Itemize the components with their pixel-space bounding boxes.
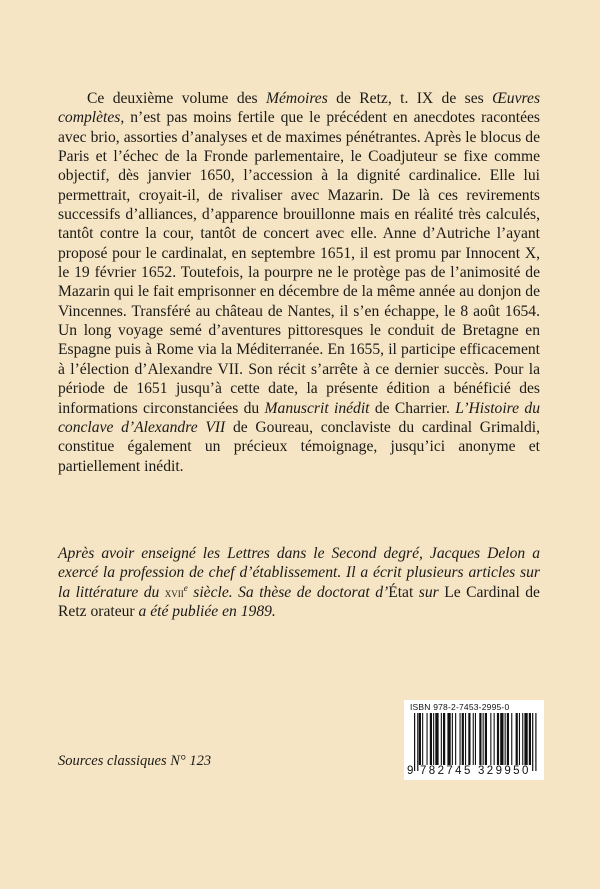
barcode-bar <box>447 713 450 765</box>
bio-century: xvii <box>164 584 184 600</box>
barcode-bar <box>490 713 491 765</box>
barcode-bar <box>435 713 438 765</box>
isbn-label: ISBN 978-2-7453-2995-0 <box>410 702 510 712</box>
author-bio <box>58 544 540 621</box>
barcode-bar <box>507 713 509 765</box>
summary-text: , n’est pas moins fertile que le précédent en anecdotes racontées avec brio, assorties d’analyses et de maximes pénétrantes. Après le blocus de Paris et l’échec de la Fronde parlementaire, le Coadjuteur se fixe comme objectif, dès janvier 1650, l’accession à la dignité cardinalice. Elle lui permettrait, croyait-il, de rivaliser avec Mazarin. De là ces revirements successifs d’alliances, d’apparence brouillonne mais en réalité très calculés, tantôt contre la cour, tantôt de concert avec elle. Anne d’Autriche l’ayant proposé pour le cardinalat, en septembre 1651, il est promu par Innocent X, le 19 février 1652. Toutefois, la pourpre ne le protège pas de l’animosité de Mazarin qui le fait emprisonner en décembre de la même année au donjon de Vincennes. Transféré au château de Nantes, il s’en échappe, le 8 août 1654. Un long voyage semé d’aventures pittoresques le conduit de Bretagne en Espagne puis à Rome via la Méditerranée. En 1655, il participe efficacement à l’élection d’Alexandre VII. Son récit s’arrête à ce dernier succès. Pour la période de 1651 jusqu’à cette date, la présente édition a bénéficié des informations circonstanciées du <box>58 109 540 417</box>
barcode-guard-bar <box>532 713 533 771</box>
series-label: Sources classiques N° 123 <box>58 753 212 769</box>
barcode-bar <box>468 713 470 765</box>
barcode-bar <box>516 713 518 765</box>
barcode-bar <box>529 713 531 765</box>
barcode-bar <box>443 713 445 765</box>
barcode-bar <box>500 713 503 765</box>
barcode-bar <box>452 713 453 765</box>
barcode-guard-bar <box>417 713 418 771</box>
bio-etat: État <box>388 583 414 601</box>
barcode-right-digits: 329950 <box>478 765 531 777</box>
barcode-bar <box>422 713 423 765</box>
barcode-bars <box>410 713 538 773</box>
barcode-bar <box>475 713 476 765</box>
barcode-bar <box>462 713 464 765</box>
barcode-bar <box>519 713 520 765</box>
barcode-bar <box>497 713 499 765</box>
barcode-bar <box>427 713 428 765</box>
barcode-bar <box>460 713 461 765</box>
barcode-bar <box>441 713 442 765</box>
bio-text: sur <box>413 583 445 601</box>
bio-thesis-title: Le Cardinal de Retz orateur <box>58 583 540 621</box>
barcode-bar <box>511 713 512 765</box>
barcode-bar <box>505 713 506 765</box>
summary-text: de Charrier. <box>369 399 456 417</box>
book-summary <box>58 89 540 476</box>
barcode-bar <box>430 713 432 765</box>
barcode-left-digits: 782745 <box>420 765 473 777</box>
summary-text: de Goureau, conclaviste du cardinal Grimaldi, constitue également un précieux témoignage, jusqu’ici anonyme et partiellement inédit. <box>58 418 541 475</box>
barcode-bar <box>522 713 523 765</box>
barcode-bar <box>483 713 484 765</box>
summary-title-memoires: Mémoires <box>266 90 328 107</box>
bio-text: a été publiée en 1989. <box>134 603 276 621</box>
barcode-bar <box>419 713 421 765</box>
summary-text: Ce deuxième volume des <box>87 90 267 107</box>
barcode-bar <box>485 713 487 765</box>
barcode-bar <box>433 713 434 765</box>
barcode-guard-bar <box>414 713 415 771</box>
isbn-barcode <box>404 700 544 780</box>
barcode-bar <box>455 713 456 765</box>
summary-title-oeuvres: Œuvres complètes <box>58 90 541 127</box>
bio-text: Après avoir enseigné les Lettres dans le Second degré, Jacques Delon a exercé la profession de chef d’établissement. Il a écrit plusieurs articles sur la littérature du <box>58 545 540 601</box>
barcode-first-digit: 9 <box>407 765 414 777</box>
barcode-bar <box>524 713 527 765</box>
barcode-bar <box>473 713 474 765</box>
summary-title-histoire: L’Histoire du conclave d’Alexandre VII <box>58 399 541 436</box>
summary-title-manuscrit: Manuscrit inédit <box>264 399 370 417</box>
bio-text: siècle. Sa thèse de doctorat d’ <box>187 583 389 601</box>
summary-text: de Retz, t. IX de ses <box>327 90 493 107</box>
barcode-guard-bar <box>535 713 536 771</box>
bio-century-suffix: e <box>183 582 188 593</box>
barcode-bar <box>494 713 495 765</box>
barcode-bar <box>479 713 481 765</box>
barcode-bar <box>465 713 466 765</box>
